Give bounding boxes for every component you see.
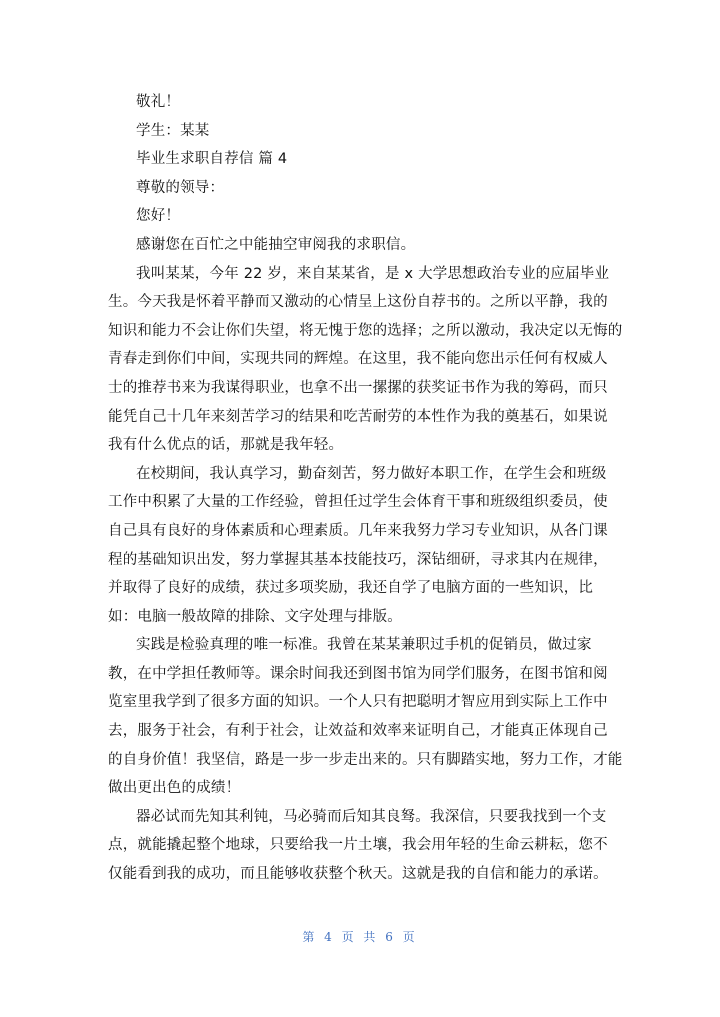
text-line: 青春走到你们中间，实现共同的辉煌。在这里，我不能向您出示任何有权威人: [108, 351, 608, 368]
text-line: 我有什么优点的话，那就是我年轻。: [108, 437, 344, 454]
text-line: 并取得了良好的成绩，获过多项奖励，我还自学了电脑方面的一些知识，比: [108, 580, 594, 597]
page-number-footer: 第 4 页 共 6 页: [302, 930, 418, 944]
text-line: 士的推荐书来为我谋得职业，也拿不出一摞摞的获奖证书作为我的筹码，而只: [108, 379, 608, 396]
text-line: 如：电脑一般故障的排除、文字处理与排版。: [108, 608, 402, 625]
section-title: 毕业生求职自荐信 篇 4: [136, 151, 288, 168]
closing-salutation: 敬礼！: [136, 94, 181, 110]
text-line: 去，服务于社会，有利于社会，让效益和效率来证明自己，才能真正体现自己: [108, 723, 608, 740]
text-line: 在校期间，我认真学习，勤奋刻苦，努力做好本职工作，在学生会和班级: [136, 465, 607, 482]
text-line: 知识和能力不会让你们失望，将无愧于您的选择；之所以激动，我决定以无悔的: [108, 322, 623, 339]
text-line: 程的基础知识出发，努力掌握其基本技能技巧，深钻细研，寻求其内在规律，: [108, 551, 608, 568]
text-line: 点，就能撬起整个地球，只要给我一片土壤，我会用年轻的生命云耕耘，您不: [108, 837, 608, 854]
text-line: 器必试而先知其利钝，马必骑而后知其良驽。我深信，只要我找到一个支: [136, 808, 607, 825]
text-line: 自己具有良好的身体素质和心理素质。几年来我努力学习专业知识，从各门课: [108, 522, 608, 539]
text-line: 实践是检验真理的唯一标准。我曾在某某兼职过手机的促销员，做过家: [136, 637, 592, 654]
text-line: 工作中积累了大量的工作经验，曾担任过学生会体育干事和班级组织委员，使: [108, 494, 608, 511]
greeting-line: 您好！: [136, 208, 181, 225]
greeting-line: 尊敬的领导：: [136, 179, 225, 196]
text-line: 感谢您在百忙之中能抽空审阅我的求职信。: [136, 236, 416, 253]
text-line: 做出更出色的成绩！: [108, 780, 241, 797]
text-line: 能凭自己十几年来刻苦学习的结果和吃苦耐劳的本性作为我的奠基石，如果说: [108, 408, 608, 425]
letter-body: [108, 88, 623, 889]
text-line: 生。今天我是怀着平静而又激动的心情呈上这份自荐书的。之所以平静，我的: [108, 294, 608, 311]
text-line: 教，在中学担任教师等。课余时间我还到图书馆为同学们服务，在图书馆和阅: [108, 665, 608, 682]
signature-line: 学生：某某: [136, 122, 210, 139]
text-line: 的自身价值！我坚信，路是一步一步走出来的。只有脚踏实地，努力工作，才能: [108, 751, 623, 768]
text-line: 我叫某某，今年 22 岁，来自某某省，是 x 大学思想政治专业的应届毕业: [136, 265, 610, 282]
text-line: 仅能看到我的成功，而且能够收获整个秋天。这就是我的自信和能力的承诺。: [108, 866, 608, 883]
text-line: 览室里我学到了很多方面的知识。一个人只有把聪明才智应用到实际上工作中: [108, 694, 608, 711]
